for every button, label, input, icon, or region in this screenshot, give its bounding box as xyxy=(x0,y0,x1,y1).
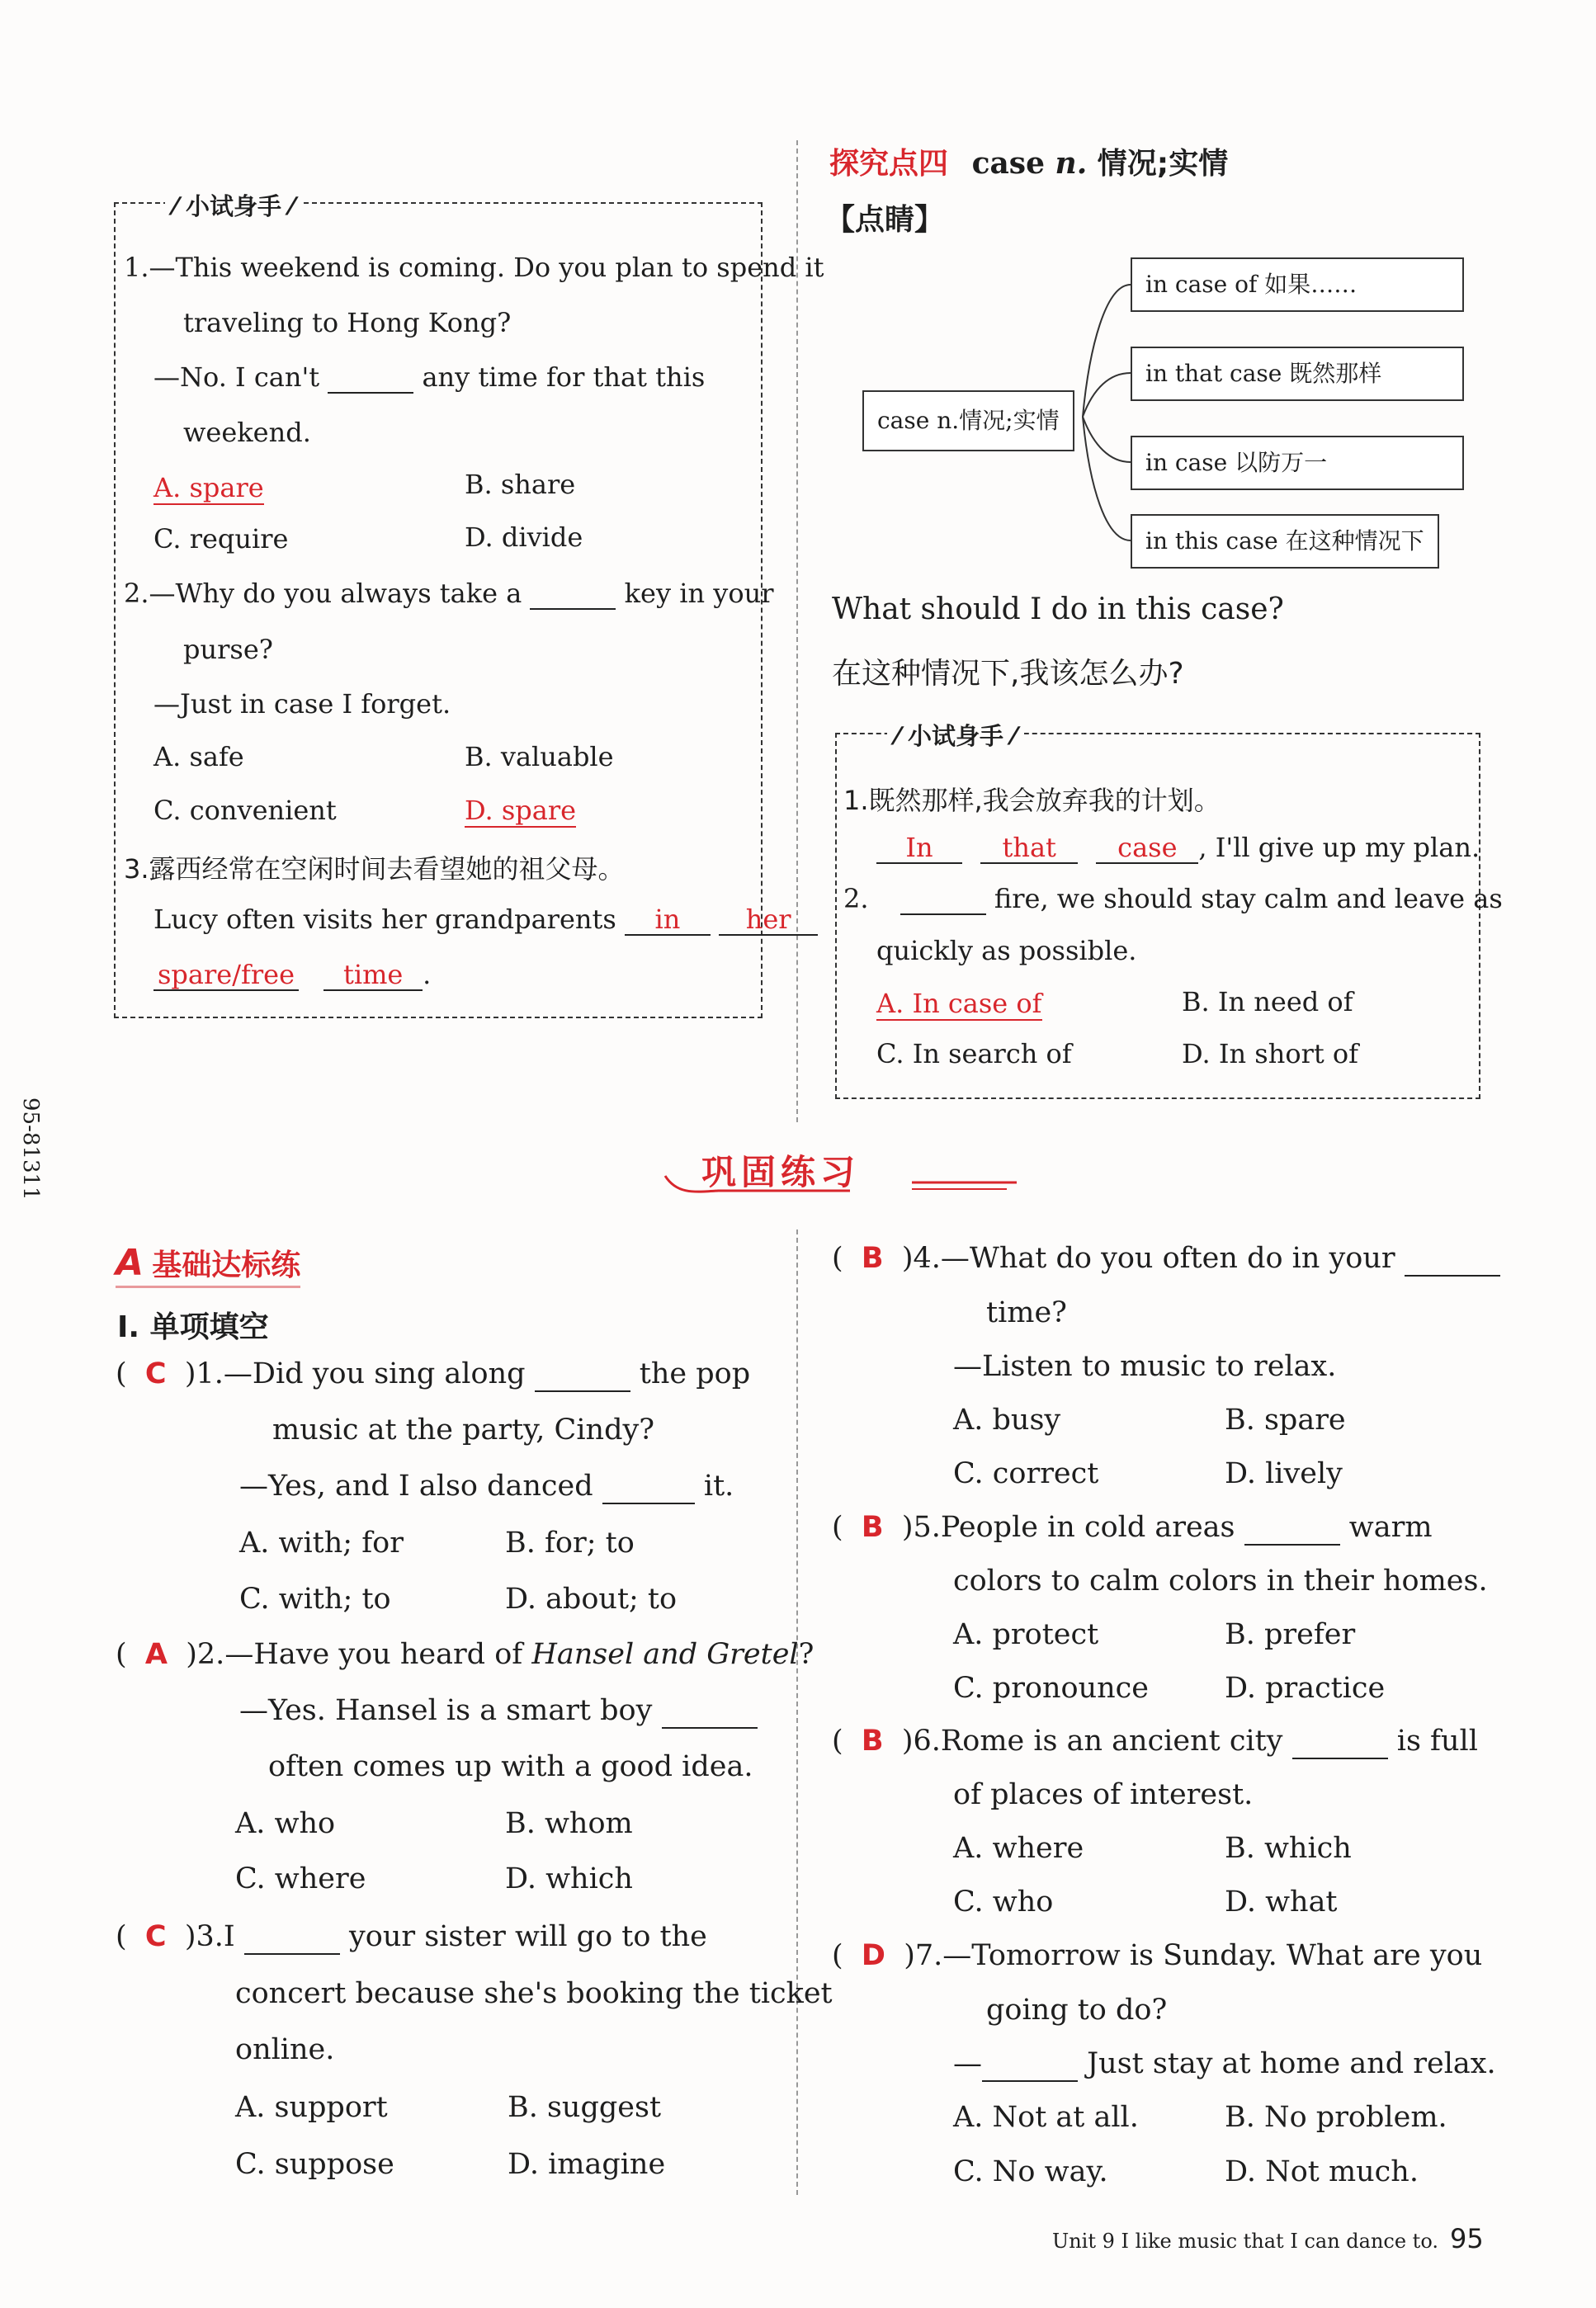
q7-answer: D xyxy=(861,1939,885,1972)
lq1-opt-a: A. spare xyxy=(153,472,264,503)
rq1-blank1[interactable]: In xyxy=(876,833,962,864)
q4-opt-b: B. spare xyxy=(1225,1404,1346,1437)
q1-opt-b: B. for; to xyxy=(505,1527,635,1560)
rq2-num: 2. xyxy=(843,883,869,914)
sub-a-title: 基础达标练 xyxy=(152,1248,301,1282)
q6-text1a: Rome is an ancient city xyxy=(940,1725,1283,1758)
connector-3 xyxy=(1083,417,1131,462)
rq2-line1 xyxy=(843,883,1503,915)
point4-label: 探究点四 xyxy=(829,147,949,181)
q2-text1b: ? xyxy=(798,1638,815,1671)
q5-answer: B xyxy=(861,1511,884,1544)
lq3-blank3[interactable]: spare/free xyxy=(153,960,299,991)
lq1-text3b: any time for that this xyxy=(422,361,706,393)
q3-blank[interactable] xyxy=(244,1921,340,1955)
q4-text1a: —What do you often do in your xyxy=(940,1242,1395,1275)
q5-opt-a: A. protect xyxy=(953,1618,1099,1651)
q4-opt-a: A. busy xyxy=(953,1404,1061,1437)
footer-unit: Unit 9 I like music that I can dance to. xyxy=(1052,2230,1438,2253)
rq2-opt-c: C. In search of xyxy=(876,1038,1072,1069)
q4-answer: B xyxy=(861,1242,884,1275)
q5-opt-b: B. prefer xyxy=(1225,1618,1356,1651)
page-number: 95 xyxy=(1450,2223,1484,2254)
q7-opt-b: B. No problem. xyxy=(1225,2101,1447,2134)
q6-blank[interactable] xyxy=(1292,1725,1388,1759)
q1-line1: ( C )1.—Did you sing along the pop xyxy=(116,1357,751,1390)
lq2-opt-a: A. safe xyxy=(153,741,244,772)
q7-line1: ( D )7.—Tomorrow is Sunday. What are you xyxy=(832,1939,1483,1972)
rq2-text1: fire, we should stay calm and leave as xyxy=(994,883,1503,914)
q1-text3a: —Yes, and I also danced xyxy=(239,1470,593,1503)
lq3-cn-text: 露西经常在空闲时间去看望她的祖父母。 xyxy=(149,853,625,885)
q5-line2: colors to calm colors in their homes. xyxy=(953,1565,1488,1598)
q7-blank[interactable] xyxy=(982,2048,1078,2082)
q1-opt-d: D. about; to xyxy=(505,1583,678,1616)
lq1-opt-d: D. divide xyxy=(465,522,583,553)
q3-opt-b: B. suggest xyxy=(508,2091,662,2124)
q3-text1b: your sister will go to the xyxy=(349,1920,707,1953)
right-try-title: ⁄ 小试身手 ⁄ xyxy=(887,718,1024,752)
q4-line3: —Listen to music to relax. xyxy=(953,1350,1337,1383)
q1-blank1[interactable] xyxy=(535,1358,630,1392)
connector-4 xyxy=(1083,417,1131,540)
q6-opt-a: A. where xyxy=(953,1832,1084,1865)
q7-opt-c: C. No way. xyxy=(953,2155,1108,2188)
q2-line3: often comes up with a good idea. xyxy=(268,1750,753,1783)
q6-opt-c: C. who xyxy=(953,1886,1054,1919)
rq1-cn xyxy=(843,780,1221,818)
lq3-blank1[interactable]: in xyxy=(625,905,711,936)
point4-word: case xyxy=(971,146,1045,181)
q2-opt-b: B. whom xyxy=(505,1807,633,1840)
q4-line1: ( B )4.—What do you often do in your xyxy=(832,1242,1500,1277)
left-try-title: ⁄ 小试身手 ⁄ xyxy=(165,188,302,222)
point4-cn: 情况;实情 xyxy=(1097,147,1229,181)
dianjing-label: 【点睛】 xyxy=(825,203,945,237)
q2-text2: —Yes. Hansel is a smart boy xyxy=(239,1694,653,1727)
q3-opt-a: A. support xyxy=(235,2091,388,2124)
right-try-title-text: 小试身手 xyxy=(907,722,1003,750)
q3-line2: concert because she's booking the ticket xyxy=(235,1977,833,2010)
q5-opt-c: C. pronounce xyxy=(953,1672,1150,1705)
mindmap-branch-1: in case of 如果…… xyxy=(1131,257,1464,312)
q3-line1: ( C )3.I your sister will go to the xyxy=(116,1920,707,1953)
part1-title: Ⅰ. 单项填空 xyxy=(117,1310,269,1344)
rq1-num: 1. xyxy=(843,785,869,816)
lq2-text1a: —Why do you always take a xyxy=(149,578,522,609)
lq1-num: 1. xyxy=(124,252,149,283)
lq1-line2: traveling to Hong Kong? xyxy=(183,307,512,338)
q1-answer: C xyxy=(144,1357,167,1390)
lq2-opt-d: D. spare xyxy=(465,795,577,826)
q7-line2: going to do? xyxy=(986,1994,1168,2027)
q7-text3b: Just stay at home and relax. xyxy=(1087,2047,1496,2080)
rq1-blank2[interactable]: that xyxy=(980,833,1078,864)
q2-num: 2. xyxy=(196,1638,225,1671)
lq1-text1: —This weekend is coming. Do you plan to spend it xyxy=(149,252,824,283)
q2-line1: ( A )2.—Have you heard of Hansel and Gretel? xyxy=(116,1638,815,1671)
q5-line1: ( B )5.People in cold areas warm xyxy=(832,1511,1433,1544)
q5-num: 5. xyxy=(913,1511,941,1544)
mindmap-branch-3: in case 以防万一 xyxy=(1131,436,1464,490)
q2-opt-d: D. which xyxy=(505,1862,633,1895)
section-title: 巩固练习 xyxy=(701,1152,861,1192)
q6-line2: of places of interest. xyxy=(953,1778,1254,1811)
connector-1 xyxy=(1083,285,1131,417)
q1-line2: music at the party, Cindy? xyxy=(272,1414,655,1447)
example-en: What should I do in this case? xyxy=(832,592,1284,626)
rq1-line xyxy=(876,832,1480,864)
q4-blank[interactable] xyxy=(1405,1243,1500,1277)
q2-opt-c: C. where xyxy=(235,1862,366,1895)
lq2-text1b: key in your xyxy=(624,578,774,609)
q1-text1b: the pop xyxy=(639,1357,751,1390)
q5-opt-d: D. practice xyxy=(1225,1672,1386,1705)
rq1-cn-text: 既然那样,我会放弃我的计划。 xyxy=(868,785,1221,816)
q5-blank[interactable] xyxy=(1244,1512,1340,1546)
q5-text1a: People in cold areas xyxy=(940,1511,1235,1544)
q3-answer: C xyxy=(144,1920,167,1953)
q2-blank[interactable] xyxy=(662,1695,758,1729)
q2-line2 xyxy=(239,1694,758,1729)
q2-title-italic: Hansel and Gretel xyxy=(531,1638,799,1671)
lq1-opt-c: C. require xyxy=(153,523,289,555)
rq2-line2: quickly as possible. xyxy=(876,935,1137,966)
lq2-num: 2. xyxy=(124,578,149,609)
q7-num: 7. xyxy=(914,1939,943,1972)
q4-opt-d: D. lively xyxy=(1225,1457,1343,1490)
q6-opt-d: D. what xyxy=(1225,1886,1338,1919)
q4-num: 4. xyxy=(913,1242,941,1275)
lq2-opt-c: C. convenient xyxy=(153,795,337,826)
q4-line2: time? xyxy=(986,1296,1067,1329)
q1-opt-a: A. with; for xyxy=(239,1527,404,1560)
mindmap-branch-4: in this case 在这种情况下 xyxy=(1131,514,1439,569)
q7-text3a: — xyxy=(953,2047,982,2080)
q1-opt-c: C. with; to xyxy=(239,1583,391,1616)
lq1-text3a: —No. I can't xyxy=(153,361,320,393)
lq3-en-text: Lucy often visits her grandparents xyxy=(153,904,616,935)
side-code: 95-81311 xyxy=(18,1097,43,1201)
sub-a-letter: A xyxy=(116,1242,144,1284)
q4-opt-c: C. correct xyxy=(953,1457,1099,1490)
lq3-end: . xyxy=(423,959,432,990)
mindmap-branch-2: in that case 既然那样 xyxy=(1131,347,1464,401)
q1-text3b: it. xyxy=(703,1470,734,1503)
rq1-rest: , I'll give up my plan. xyxy=(1198,832,1480,863)
lq3-blank2[interactable]: her xyxy=(719,905,818,936)
q1-text1a: —Did you sing along xyxy=(223,1357,526,1390)
q3-opt-d: D. imagine xyxy=(508,2148,666,2181)
q7-opt-d: D. Not much. xyxy=(1225,2155,1419,2188)
rq1-blank3[interactable]: case xyxy=(1096,833,1198,864)
q6-num: 6. xyxy=(913,1725,941,1758)
lq2-line2: purse? xyxy=(183,634,273,665)
left-try-title-text: 小试身手 xyxy=(185,192,281,220)
q3-text1a: I xyxy=(223,1920,235,1953)
lq1-line4: weekend. xyxy=(183,417,311,448)
q2-answer: A xyxy=(144,1638,168,1671)
q3-num: 3. xyxy=(196,1920,224,1953)
connector-2 xyxy=(1083,373,1131,417)
rq2-blank[interactable] xyxy=(900,885,986,915)
rq2-opt-d: D. In short of xyxy=(1182,1038,1359,1069)
q1-blank2[interactable] xyxy=(602,1470,695,1504)
lq3-blank4[interactable]: time xyxy=(323,960,423,991)
lq2-line3: —Just in case I forget. xyxy=(153,688,451,720)
lq1-opt-b: B. share xyxy=(465,469,576,500)
q1-line3 xyxy=(239,1470,734,1504)
q6-answer: B xyxy=(861,1725,884,1758)
q2-opt-a: A. who xyxy=(235,1807,336,1840)
rq2-opt-b: B. In need of xyxy=(1182,986,1353,1017)
q6-text1b: is full xyxy=(1396,1725,1478,1758)
q1-num: 1. xyxy=(196,1357,224,1390)
q7-line3 xyxy=(953,2047,1496,2082)
lq2-opt-b: B. valuable xyxy=(465,741,614,772)
point4-pos: n. xyxy=(1055,146,1088,181)
q2-text1a: —Have you heard of xyxy=(224,1638,532,1671)
mindmap-center: case n.情况;实情 xyxy=(862,390,1074,451)
q7-text1a: —Tomorrow is Sunday. What are you xyxy=(942,1939,1483,1972)
q6-line1: ( B )6.Rome is an ancient city is full xyxy=(832,1725,1478,1758)
q6-opt-b: B. which xyxy=(1225,1832,1352,1865)
rq2-opt-a: A. In case of xyxy=(876,988,1042,1019)
q3-line3: online. xyxy=(235,2033,335,2066)
q7-opt-a: A. Not at all. xyxy=(953,2101,1139,2134)
sub-a-heading xyxy=(116,1242,300,1288)
q5-text1b: warm xyxy=(1348,1511,1433,1544)
q3-opt-c: C. suppose xyxy=(235,2148,394,2181)
example-cn: 在这种情况下,我该怎么办? xyxy=(832,657,1184,691)
lq3-num: 3. xyxy=(124,853,149,885)
